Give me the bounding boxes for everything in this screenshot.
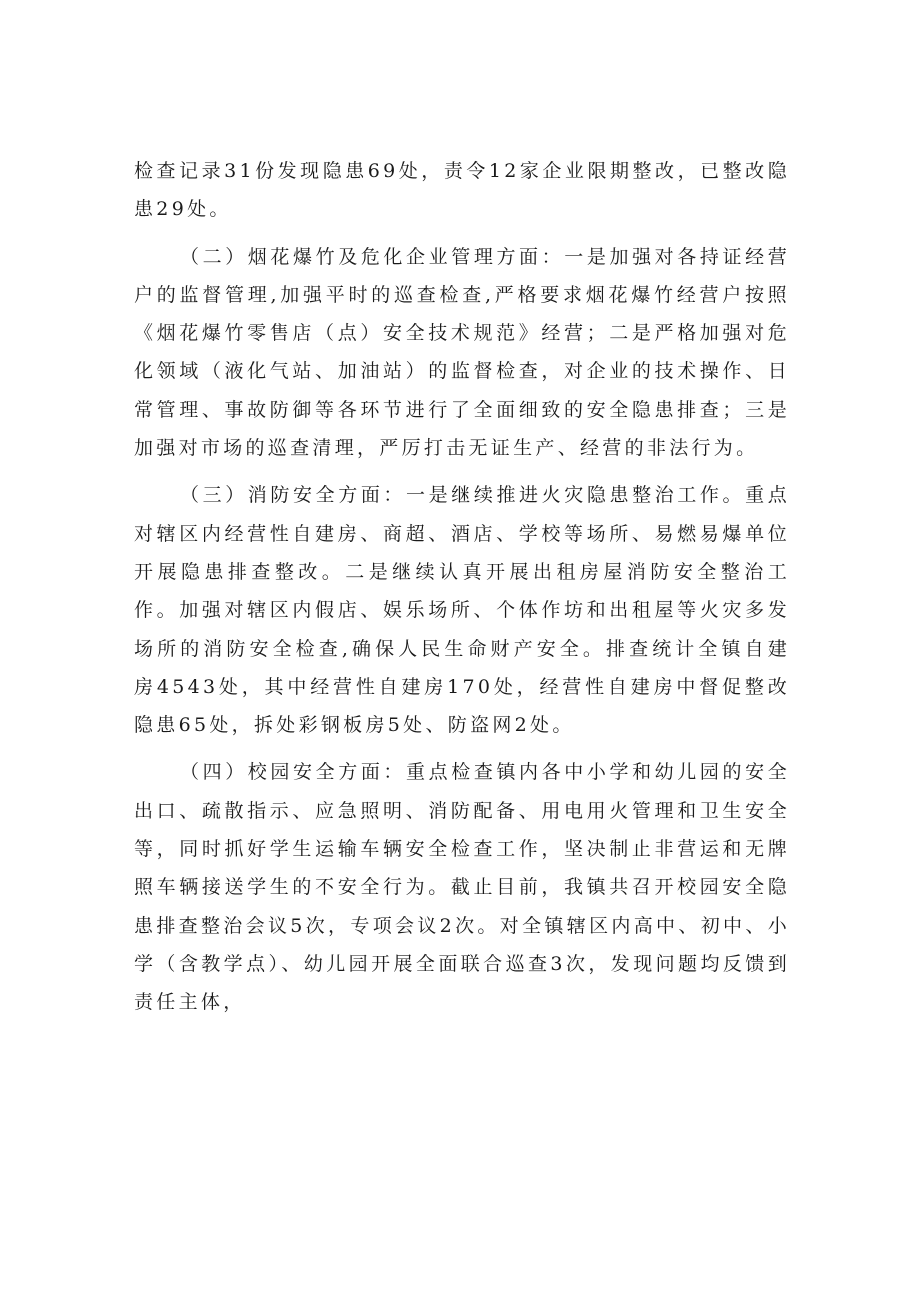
paragraph-continuation: 检查记录31份发现隐患69处，责令12家企业限期整改，已整改隐患29处。 — [134, 160, 790, 221]
paragraph-fireworks-hazchem: （二）烟花爆竹及危化企业管理方面：一是加强对各持证经营户的监督管理,加强平时的巡查检查,严格要求烟花爆竹经营户按照《烟花爆竹零售店（点）安全技术规范》经营；二是严格加强对危化领域（液化气站、加油站）的监督检查，对企业的技术操作、日常管理、事故防御等各环节进行了全面细致的安全隐患排查；三是加强对市场的巡查清理，严厉打击无证生产、经营的非法行为。 — [134, 245, 790, 460]
paragraph-campus-safety: （四）校园安全方面：重点检查镇内各中小学和幼儿园的安全出口、疏散指示、应急照明、消防配备、用电用火管理和卫生安全等，同时抓好学生运输车辆安全检查工作，坚决制止非营运和无牌照车辆接送学生的不安全行为。截止目前，我镇共召开校园安全隐患排查整治会议5次，专项会议2次。对全镇辖区内高中、初中、小学（含教学点）、幼儿园开展全面联合巡查3次，发现问题均反馈到责任主体， — [134, 761, 790, 1014]
paragraph-fire-safety: （三）消防安全方面：一是继续推进火灾隐患整治工作。重点对辖区内经营性自建房、商超、酒店、学校等场所、易燃易爆单位开展隐患排查整改。二是继续认真开展出租房屋消防安全整治工作。加强对辖区内假店、娱乐场所、个体作坊和出租屋等火灾多发场所的消防安全检查,确保人民生命财产安全。排查统计全镇自建房4543处，其中经营性自建房170处，经营性自建房中督促整改隐患65处，拆处彩钢板房5处、防盗网2处。 — [134, 484, 790, 737]
document-body — [134, 152, 790, 1022]
